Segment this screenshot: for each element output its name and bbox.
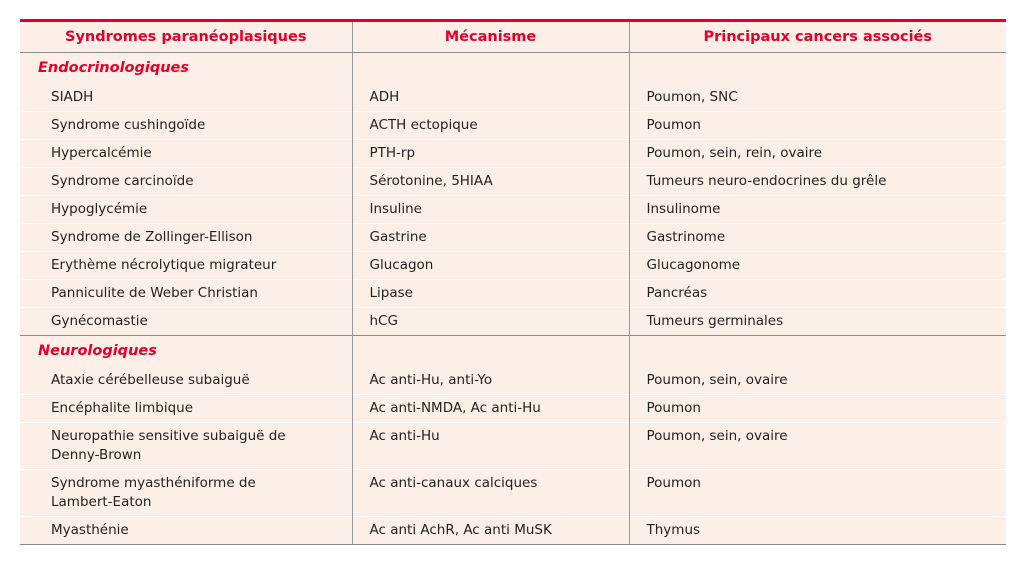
cell-syndrome: Syndrome myasthéniforme de Lambert-Eaton <box>20 470 352 517</box>
cell-mecanisme: Ac anti-Hu <box>352 423 629 470</box>
cell-cancers: Poumon, sein, rein, ovaire <box>629 140 1006 168</box>
cell-mecanisme: ACTH ectopique <box>352 112 629 140</box>
table-row <box>20 308 1006 336</box>
cell-mecanisme: hCG <box>352 308 629 336</box>
cell-mecanisme: Lipase <box>352 280 629 308</box>
section-title: Endocrinologiques <box>20 53 352 81</box>
header-cancers: Principaux cancers associés <box>629 22 1006 53</box>
cell-cancers: Poumon <box>629 395 1006 423</box>
table-row <box>20 252 1006 280</box>
table-row <box>20 168 1006 196</box>
cell-syndrome: Syndrome de Zollinger-Ellison <box>20 224 352 252</box>
table-row <box>20 363 1006 395</box>
cell-mecanisme: ADH <box>352 80 629 112</box>
paraneoplastic-table <box>20 22 1006 544</box>
cell-syndrome: SIADH <box>51 89 94 105</box>
cell-mecanisme: PTH-rp <box>352 140 629 168</box>
cell-mecanisme: Insuline <box>352 196 629 224</box>
cell-syndrome: Erythème nécrolytique migrateur <box>20 252 352 280</box>
cell-cancers: Thymus <box>629 517 1006 545</box>
cell-syndrome: Ataxie cérébelleuse subaiguë <box>51 372 250 388</box>
cell-cancers: Glucagonome <box>629 252 1006 280</box>
paraneoplastic-table-container <box>20 19 1006 545</box>
table-row <box>20 140 1006 168</box>
cell-mecanisme: Sérotonine, 5HIAA <box>352 168 629 196</box>
cell-syndrome: Syndrome carcinoïde <box>20 168 352 196</box>
cell-cancers: Poumon, sein, ovaire <box>629 423 1006 470</box>
table-row <box>20 470 1006 517</box>
cell-cancers: Poumon <box>629 112 1006 140</box>
cell-cancers: Poumon, sein, ovaire <box>629 363 1006 395</box>
cell-mecanisme: Gastrine <box>352 224 629 252</box>
table-row <box>20 80 1006 112</box>
cell-cancers: Gastrinome <box>629 224 1006 252</box>
table-row <box>20 112 1006 140</box>
cell-cancers: Poumon, SNC <box>629 80 1006 112</box>
cell-mecanisme: Glucagon <box>352 252 629 280</box>
table-row <box>20 280 1006 308</box>
section-row <box>20 53 1006 81</box>
table-row <box>20 395 1006 423</box>
cell-cancers: Insulinome <box>629 196 1006 224</box>
cell-cancers: Poumon <box>629 470 1006 517</box>
cell-cancers: Tumeurs germinales <box>629 308 1006 336</box>
header-row <box>20 22 1006 53</box>
cell-cancers: Pancréas <box>629 280 1006 308</box>
cell-mecanisme: Ac anti-Hu, anti-Yo <box>352 363 629 395</box>
table-row <box>20 517 1006 545</box>
cell-syndrome: Syndrome cushingoïde <box>20 112 352 140</box>
cell-syndrome: Gynécomastie <box>20 308 352 336</box>
table-row <box>20 224 1006 252</box>
cell-syndrome: Hypoglycémie <box>20 196 352 224</box>
cell-syndrome: Neuropathie sensitive subaiguë de Denny-Brown <box>20 423 352 470</box>
table-row <box>20 196 1006 224</box>
cell-cancers: Tumeurs neuro-endocrines du grêle <box>629 168 1006 196</box>
cell-syndrome: Myasthénie <box>20 517 352 545</box>
cell-mecanisme: Ac anti-NMDA, Ac anti-Hu <box>352 395 629 423</box>
cell-syndrome: Hypercalcémie <box>20 140 352 168</box>
cell-syndrome: Panniculite de Weber Christian <box>20 280 352 308</box>
cell-mecanisme: Ac anti-canaux calciques <box>352 470 629 517</box>
cell-mecanisme: Ac anti AchR, Ac anti MuSK <box>352 517 629 545</box>
section-row <box>20 336 1006 364</box>
header-mecanisme: Mécanisme <box>352 22 629 53</box>
table-row <box>20 423 1006 470</box>
cell-syndrome: Encéphalite limbique <box>20 395 352 423</box>
header-syndromes: Syndromes paranéoplasiques <box>20 22 352 53</box>
section-title: Neurologiques <box>20 336 352 364</box>
